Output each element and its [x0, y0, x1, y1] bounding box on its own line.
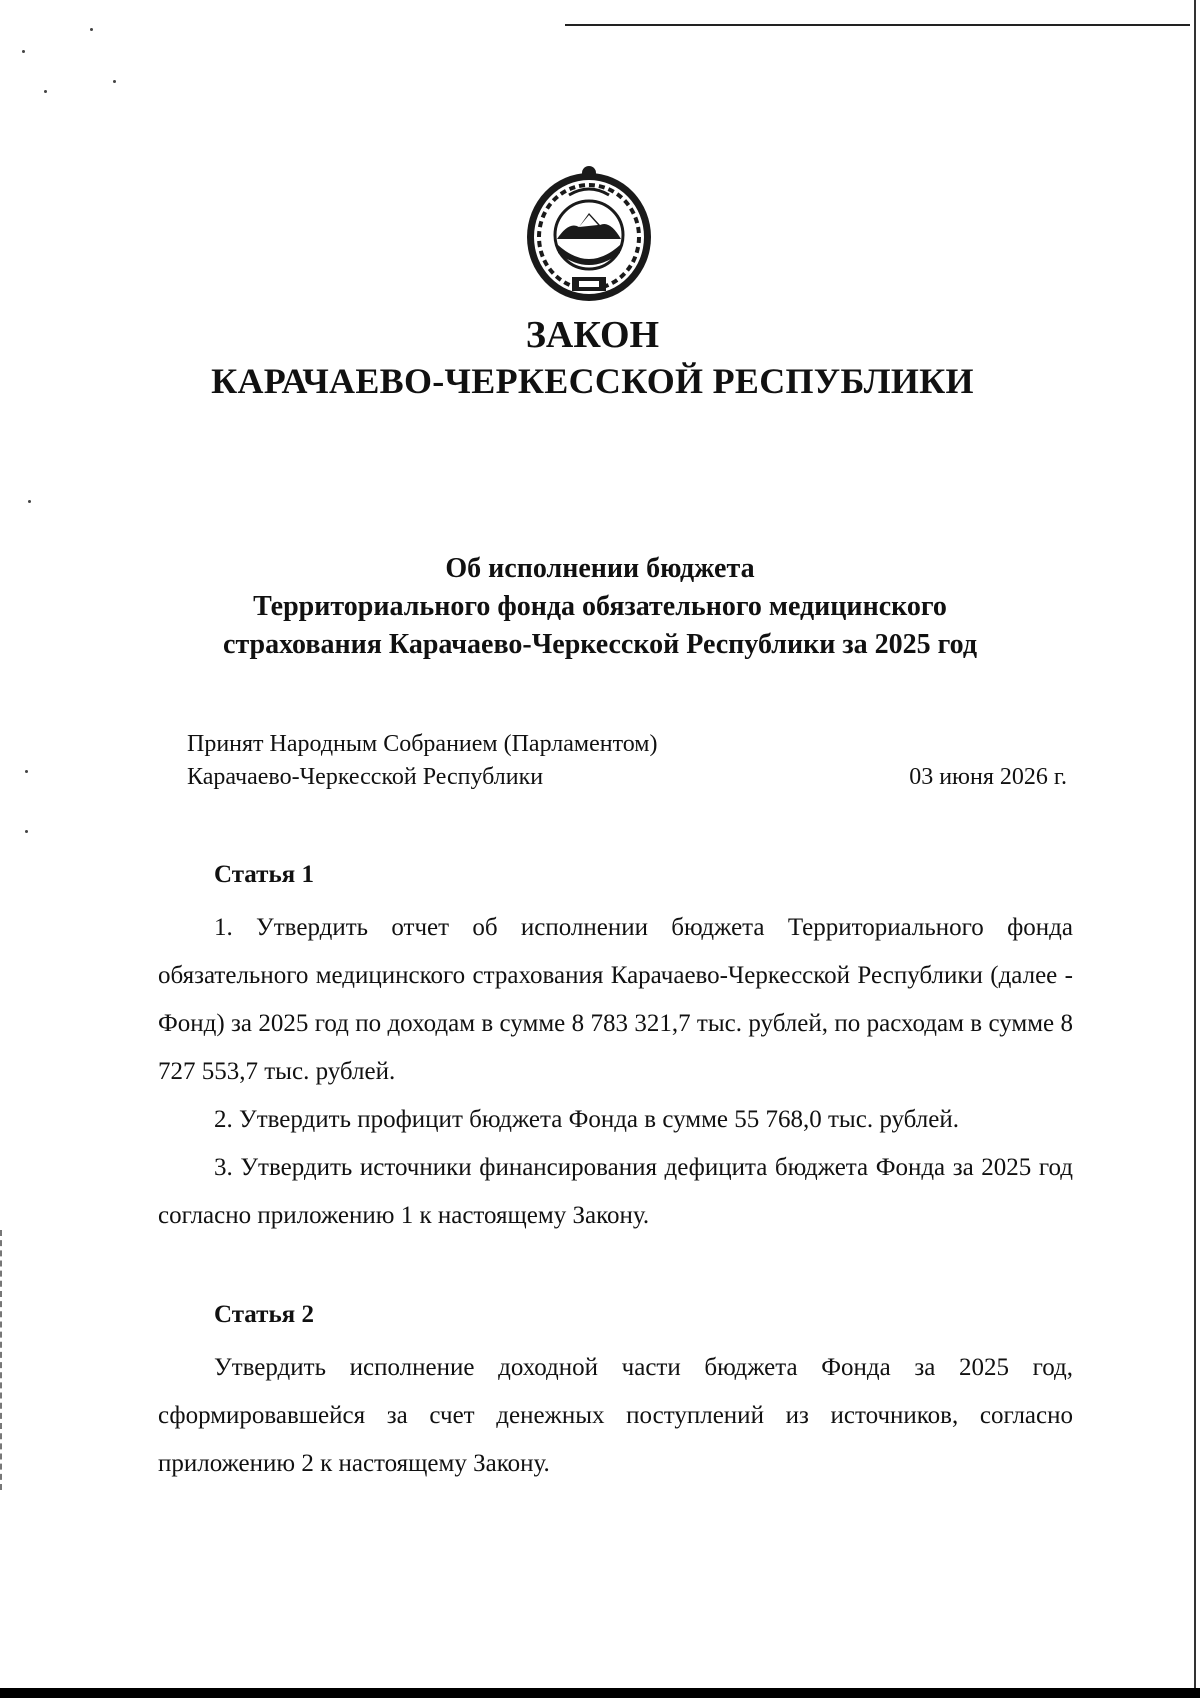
article-heading: Статья 1 [214, 861, 314, 888]
article-paragraph: Утвердить исполнение доходной части бюджета Фонда за 2025 год, сформировавшейся за счет денежных поступлений из источников, согласно приложению 2 к настоящему Закону. [158, 1354, 1073, 1477]
article-1 [158, 858, 1073, 1240]
article-heading: Статья 2 [214, 1301, 314, 1328]
article-paragraph: 3. Утвердить источники финансирования дефицита бюджета Фонда за 2025 год согласно приложению 1 к настоящему Закону. [158, 1154, 1073, 1229]
scan-speck [113, 80, 116, 83]
coat-of-arms-icon [524, 165, 654, 307]
scan-marks-left [0, 1230, 6, 1490]
scan-speck [25, 830, 28, 833]
republic-name: КАРАЧАЕВО-ЧЕРКЕССКОЙ РЕСПУБЛИКИ [211, 361, 974, 401]
article-2 [158, 1298, 1073, 1488]
adoption-block [187, 728, 1067, 794]
top-rule [565, 24, 1190, 26]
scan-edge-right [1194, 0, 1196, 1690]
subject-line-1: Об исполнении бюджета [445, 553, 755, 584]
law-subject [0, 550, 1200, 664]
scan-speck [44, 90, 47, 93]
adoption-date: 03 июня 2026 г. [909, 764, 1067, 790]
subject-line-2: Территориального фонда обязательного медицинского [253, 591, 947, 622]
scan-speck [22, 50, 25, 53]
scan-speck [25, 770, 28, 773]
article-paragraph: 1. Утвердить отчет об исполнении бюджета Территориального фонда обязательного медицинского страхования Карачаево-Черкесской Республики (далее - Фонд) за 2025 год по доходам в сумме 8 783 321,7 тыс. рублей, по расходам в сумме 8 727 553,7 тыс. рублей. [158, 914, 1073, 1085]
law-title [0, 312, 1185, 404]
subject-line-3: страхования Карачаево-Черкесской Республики за 2025 год [223, 629, 977, 660]
law-word: ЗАКОН [525, 314, 660, 356]
article-paragraph: 2. Утвердить профицит бюджета Фонда в сумме 55 768,0 тыс. рублей. [214, 1106, 959, 1133]
adopted-by-line-1: Принят Народным Собранием (Парламентом) [187, 731, 658, 757]
scan-speck [90, 28, 93, 31]
scan-edge-bottom [0, 1688, 1200, 1698]
scan-speck [28, 500, 31, 503]
adopted-by-line-2: Карачаево-Черкесской Республики [187, 764, 544, 790]
